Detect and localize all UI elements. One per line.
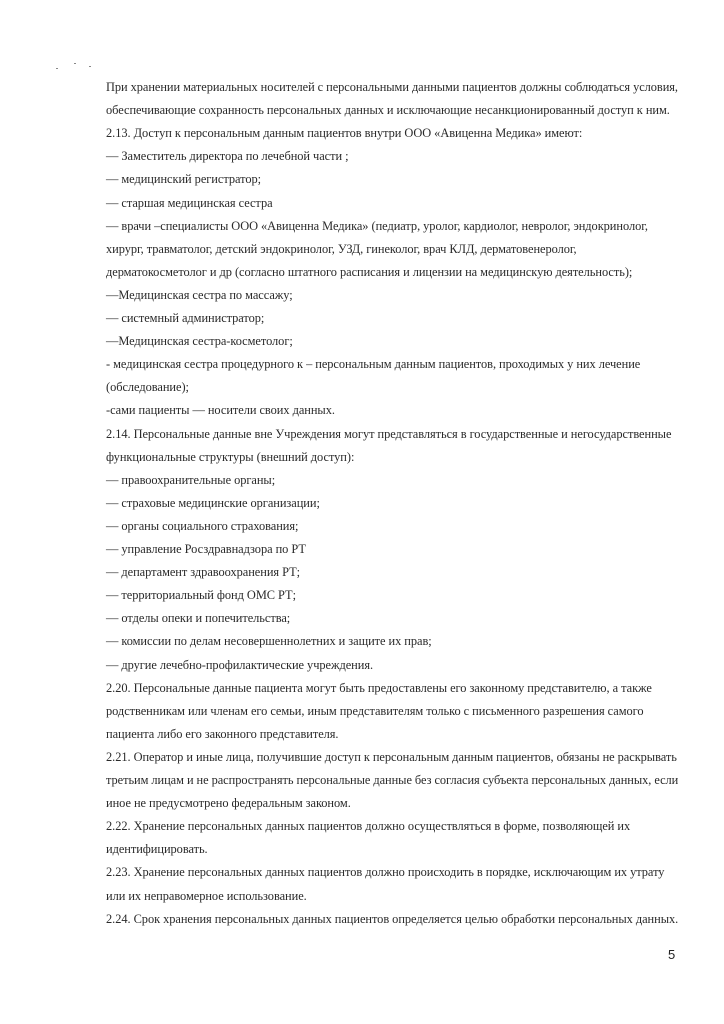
text-line: 2.13. Доступ к персональным данным пациентов внутри ООО «Авиценна Медика» имеют: <box>106 126 583 141</box>
text-line: — департамент здравоохранения РТ; <box>106 565 301 580</box>
text-line: обеспечивающие сохранность персональных данных и исключающие несанкционированный доступ к ним. <box>106 103 670 118</box>
text-line: 2.21. Оператор и иные лица, получившие доступ к персональным данным пациентов, обязаны не раскрывать <box>106 749 677 764</box>
text-line: При хранении материальных носителей с персональными данными пациентов должны соблюдаться условия, <box>106 80 678 94</box>
text-line: — старшая медицинская сестра <box>106 195 273 210</box>
text-line: — правоохранительные органы; <box>106 472 276 487</box>
text-line: — отделы опеки и попечительства; <box>106 611 291 626</box>
text-line: функциональные структуры (внешний доступ): <box>106 449 355 464</box>
text-line: — системный администратор; <box>106 311 265 325</box>
text-line: 2.14. Персональные данные вне Учреждения могут представляться в государственные и негосударственные <box>106 426 672 441</box>
scan-speck <box>89 66 91 67</box>
scan-speck <box>56 68 58 69</box>
text-line: —Медицинская сестра по массажу; <box>106 287 293 302</box>
text-line: 2.22. Хранение персональных данных пациентов должно осуществляться в форме, позволяющей их <box>106 819 631 834</box>
text-line: 2.24. Срок хранения персональных данных пациентов определяется целью обработки персональных данных. <box>106 911 679 926</box>
text-line: (обследование); <box>106 380 189 395</box>
text-line: — Заместитель директора по лечебной части ; <box>106 149 349 164</box>
scan-speck <box>74 63 76 64</box>
text-line: дерматокосметолог и др (согласно штатного расписания и лицензии на медицинскую деятельность); <box>106 264 633 279</box>
text-line: третьим лицам и не распространять персональные данные без согласия субъекта персональных данных, если <box>106 773 679 787</box>
text-line: — территориальный фонд ОМС РТ; <box>106 588 296 603</box>
text-line: 2.20. Персональные данные пациента могут быть предоставлены его законному представителю, а также <box>106 680 652 695</box>
text-line: — комиссии по делам несовершеннолетних и защите их прав; <box>106 634 432 649</box>
text-line: — страховые медицинские организации; <box>106 495 320 510</box>
text-line: пациента либо его законного представителя. <box>106 726 339 741</box>
text-line: 2.23. Хранение персональных данных пациентов должно происходить в порядке, исключающим их утрату <box>106 865 665 880</box>
text-line: родственникам или членам его семьи, иным представителям только с письменного разрешения самого <box>106 703 644 718</box>
text-line: идентифицировать. <box>106 842 208 857</box>
text-line: — врачи –специалисты ООО «Авиценна Медика» (педиатр, уролог, кардиолог, невролог, эндокринолог, <box>106 218 648 233</box>
text-line: — медицинский регистратор; <box>106 172 262 187</box>
text-line: хирург, травматолог, детский эндокринолог, УЗД, гинеколог, врач КЛД, дерматовенеролог, <box>106 241 577 256</box>
text-line: — другие лечебно-профилактические учреждения. <box>106 657 374 672</box>
page-number: 5 <box>668 947 676 962</box>
text-line: - медицинская сестра процедурного к – персональным данным пациентов, проходимых у них лечение <box>106 357 641 372</box>
text-line: — управление Росздравнадзора по РТ <box>106 542 306 556</box>
text-line: или их неправомерное использование. <box>106 888 307 903</box>
text-line: -сами пациенты — носители своих данных. <box>106 403 335 418</box>
text-line: —Медицинская сестра-косметолог; <box>106 334 293 349</box>
text-line: иное не предусмотрено федеральным законом. <box>106 796 351 811</box>
text-line: — органы социального страхования; <box>106 518 299 533</box>
